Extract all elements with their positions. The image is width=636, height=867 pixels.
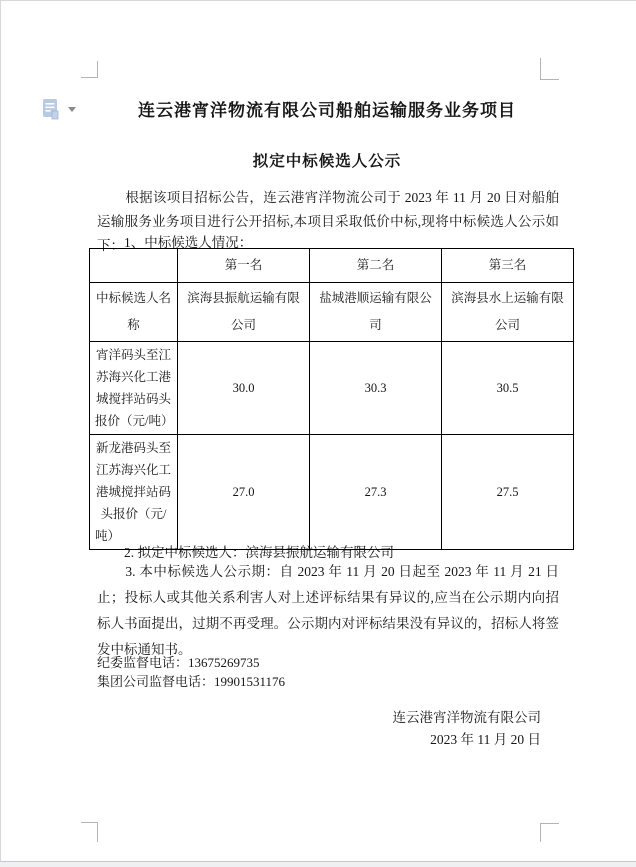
signature-date: 2023 年 11 月 20 日 — [430, 732, 541, 747]
table-row — [90, 283, 574, 342]
cell-price-3: 30.5 — [442, 342, 574, 435]
document-title: 连云港宵洋物流有限公司船舶运输服务业务项目 — [138, 101, 516, 120]
header-cell-first: 第一名 — [178, 249, 310, 283]
header-cell-blank — [90, 249, 178, 283]
cell-price-4: 27.0 — [178, 435, 310, 550]
dropdown-arrow-icon — [68, 107, 76, 112]
cell-price-6: 27.5 — [442, 435, 574, 550]
signature-company: 连云港宵洋物流有限公司 — [392, 710, 541, 725]
cell-price-2: 30.3 — [310, 342, 442, 435]
cell-price-5: 27.3 — [310, 435, 442, 550]
group-phone-line: 集团公司监督电话：19901531176 — [97, 674, 286, 689]
cell-candidate-1: 滨海县振航运输有限公司 — [178, 283, 310, 342]
intro-paragraph: 根据该项目招标公告，连云港宵洋物流公司于 2023 年 11 月 20 日对船舶运输服务业务项目进行公开招标,本项目采取低价中标,现将中标候选人公示如下： — [97, 190, 559, 253]
row-label-price-xinlonggang: 新龙港码头至江苏海兴化工港城搅拌站码头报价（元/吨） — [90, 435, 178, 550]
signature-block — [97, 707, 541, 751]
crop-mark-bottom-right-icon — [540, 823, 559, 842]
list-item-1: 1、中标候选人情况： — [124, 235, 253, 250]
table-row — [90, 435, 574, 550]
cell-price-1: 30.0 — [178, 342, 310, 435]
row-label-candidate-name: 中标候选人名称 — [90, 283, 178, 342]
table-row — [90, 342, 574, 435]
crop-mark-top-right-icon — [540, 58, 559, 80]
crop-mark-bottom-left-icon — [81, 822, 98, 842]
cell-candidate-3: 滨海县水上运输有限公司 — [442, 283, 574, 342]
list-item-3: 3. 本中标候选人公示期：自 2023 年 11 月 20 日起至 2023 年 11 月 21 日止；投标人或其他关系利害人对上述评标结果有异议的,应当在公示期内向招标人书面提出，过期不再受理。公示期内对评标结果没有异议的，招标人将签发中标通知书。 — [97, 564, 559, 657]
row-label-price-xiaoyang: 宵洋码头至江苏海兴化工港城搅拌站码头报价（元/吨） — [90, 342, 178, 435]
table-header-row — [90, 249, 574, 283]
discipline-phone-line: 纪委监督电话：13675269735 — [97, 655, 260, 670]
supervision-phones — [97, 653, 559, 691]
document-subtitle: 拟定中标候选人公示 — [252, 153, 402, 170]
cell-candidate-2: 盐城港顺运输有限公司 — [310, 283, 442, 342]
header-cell-third: 第三名 — [442, 249, 574, 283]
bid-candidates-table — [89, 248, 574, 550]
paste-options-button[interactable] — [41, 98, 79, 122]
crop-mark-top-left-icon — [81, 61, 98, 78]
list-item-2: 2. 拟定中标候选人：滨海县振航运输有限公司 — [124, 545, 394, 560]
header-cell-second: 第二名 — [310, 249, 442, 283]
